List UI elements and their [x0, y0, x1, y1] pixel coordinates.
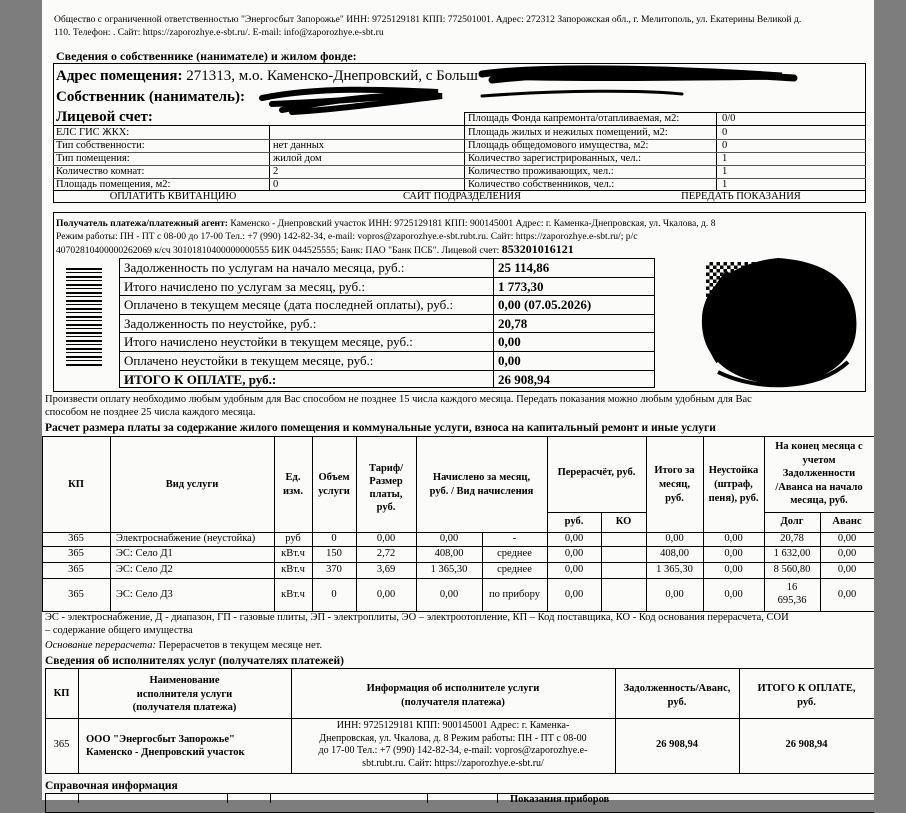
- calc-cell-unit: кВт.ч: [281, 564, 305, 575]
- calc-col-divider: [703, 436, 704, 612]
- owner-divider: [53, 125, 866, 126]
- calc-cell-service: ЭС: Село Д3: [116, 589, 173, 600]
- calc-cell-type: среднее: [497, 548, 532, 559]
- calc-cell-total: 0,00: [665, 533, 684, 544]
- calc-subheader-divider: [764, 512, 874, 513]
- summary-label: ИТОГО К ОПЛАТЕ, руб.:: [124, 371, 277, 387]
- calc-col-divider: [547, 436, 548, 612]
- owner-field-value: нет данных: [273, 140, 325, 151]
- calc-header-advance: Аванс: [832, 516, 862, 527]
- calc-header-recalc-rub: руб.: [564, 516, 584, 527]
- payee-line3-text: 40702810400000262069 к/сч 30101810400000000555 БИК 044525555; Банк: ПАО "Банк ПСБ". Лицевой счет:: [56, 245, 500, 256]
- address-value: 271313, м.о. Каменско-Днепровский, с Больш: [186, 68, 478, 84]
- redaction-scribble: [688, 252, 864, 392]
- calc-cell-recalc: 0,00: [564, 589, 584, 600]
- notice-line2: способом не позднее 25 числа каждого месяца.: [45, 407, 256, 418]
- owner-row-divider: [53, 165, 866, 166]
- calc-row-divider: [42, 562, 874, 563]
- owner-row-divider: [53, 139, 866, 140]
- calc-cell-penalty: 0,00: [724, 564, 743, 575]
- calc-table: [42, 436, 874, 612]
- summary-value: 1 773,30: [498, 278, 544, 294]
- calc-cell-penalty: 0,00: [724, 533, 743, 544]
- account-label: Лицевой счет:: [56, 109, 153, 125]
- calc-cell-type: среднее: [497, 564, 532, 575]
- owner-field-label: Тип собственности:: [56, 140, 145, 151]
- calc-header-volume: Объем услуги: [318, 472, 350, 497]
- owner-field-label: Количество зарегистрированных, чел.:: [468, 153, 642, 164]
- calc-cell-kp: 365: [68, 548, 84, 559]
- notice-line1: Произвести оплату необходимо любым удобным для Вас способом не позднее 15 числа каждого месяца. Передать показания можно любым удобным для Вас: [45, 394, 752, 405]
- owner-field-label: Тип помещения:: [56, 153, 130, 164]
- calc-cell-service: ЭС: Село Д2: [116, 564, 173, 575]
- calc-cell-kp: 365: [68, 564, 84, 575]
- calc-header-debt: Долг: [780, 516, 804, 527]
- calc-cell-kp: 365: [68, 589, 84, 600]
- owner-field-value: 0: [722, 127, 728, 138]
- executors-title: Сведения об исполнителях услуг (получателях платежей): [45, 655, 344, 667]
- calc-header-recalc: Перерасчёт, руб.: [557, 467, 636, 478]
- calc-cell-total: 408,00: [660, 548, 689, 559]
- calc-header-penalty: Неустойка (штраф, пеня), руб.: [708, 465, 759, 504]
- calc-col-divider: [274, 436, 275, 612]
- summary-row-divider: [119, 370, 655, 371]
- payee-line3: [56, 244, 574, 256]
- calc-header-unit: Ед. изм.: [283, 472, 303, 497]
- calc-cell-advance: 0,00: [837, 548, 857, 559]
- address-label: Адрес помещения:: [56, 68, 183, 84]
- summary-value: 0,00 (07.05.2026): [498, 297, 592, 313]
- executor-info: ИНН: 9725129181 КПП: 900145001 Адрес: г. Каменка- Днепровская, ул. Чкалова, д. 8 Режим работы: ПН - ПТ с 08-00 до 17-00 Тел.: +7 (990) 142-82-34, e-mail: vopros@zaporozhye.e- sbt.rubt.ru. Сайт: https://zaporozhye.e-sbt.ru/: [318, 720, 588, 769]
- calc-cell-debt: 1 632,00: [773, 548, 811, 559]
- calc-cell-recalc: 0,00: [564, 533, 584, 544]
- calc-header-total: Итого за месяц, руб.: [654, 465, 695, 504]
- executors-header-debt: Задолженность/Аванс, руб.: [623, 683, 731, 708]
- calc-cell-type: -: [512, 533, 517, 544]
- owner-field-label: Количество собственников, чел.:: [468, 179, 615, 190]
- summary-label: Оплачено неустойки в текущем месяце, руб.:: [124, 353, 374, 368]
- calc-row-divider: [42, 578, 874, 579]
- pay-receipt-button[interactable]: ОПЛАТИТЬ КВИТАНЦИЮ: [109, 191, 237, 202]
- owner-section-title: Сведения о собственнике (нанимателе) и жилом фонде:: [56, 49, 357, 63]
- executor-kp: 365: [53, 739, 70, 750]
- calc-cell-tariff: 2,72: [376, 548, 396, 559]
- calc-header-tariff: Тариф/ Размер платы, руб.: [368, 463, 404, 513]
- calc-col-divider: [312, 436, 313, 612]
- calc-col-divider: [646, 436, 647, 612]
- owner-field-value: 0/0: [722, 113, 736, 124]
- summary-row-divider: [119, 277, 655, 278]
- calc-col-divider: [356, 436, 357, 612]
- calc-cell-advance: 0,00: [837, 564, 857, 575]
- owner-field-label: Количество комнат:: [56, 166, 145, 177]
- calc-cell-type: по прибору: [489, 589, 540, 600]
- calc-header-recalc-ko: КО: [615, 516, 632, 527]
- summary-value: 25 114,86: [498, 260, 550, 275]
- calc-cell-unit: кВт.ч: [281, 589, 305, 600]
- summary-label: Итого начислено неустойки в текущем месяце, руб.:: [124, 334, 413, 350]
- executor-debt: 26 908,94: [656, 739, 698, 750]
- summary-row-divider: [119, 295, 655, 296]
- summary-row-divider: [119, 351, 655, 352]
- legend-line1: ЭС - электроснабжение, Д - диапазон, ГП - газовые плиты, ЭП - электроплиты, ЭО – электроотопление, КП – Код поставщика, КО - Код основания перерасчета, СОИ: [45, 612, 789, 623]
- summary-value: 26 908,94: [498, 371, 550, 387]
- calc-header-service: Вид услуги: [165, 479, 219, 490]
- calc-cell-advance: 0,00: [837, 589, 857, 600]
- reference-col-divider: [78, 793, 79, 803]
- reference-title: Справочная информация: [45, 780, 178, 792]
- reference-col-divider: [427, 793, 428, 803]
- calc-cell-service: Электроснабжение (неустойка): [116, 533, 256, 544]
- summary-value: 20,78: [498, 315, 528, 331]
- summary-label: Оплачено в текущем месяце (дата последней оплаты), руб.:: [124, 297, 454, 313]
- summary-value: 0,00: [498, 353, 521, 368]
- calc-cell-tariff: 0,00: [376, 533, 396, 544]
- reference-col-divider: [270, 793, 271, 803]
- calc-cell-accrued: 0,00: [439, 533, 459, 544]
- payee-line1: [56, 218, 716, 229]
- calc-header-kp: КП: [68, 479, 84, 490]
- summary-label: Итого начислено по услугам за месяц, руб.:: [124, 278, 365, 294]
- recalc-basis-label: Основание перерасчета:: [45, 640, 157, 651]
- owner-field-label: Количество проживающих, чел.:: [468, 166, 614, 177]
- barcode-image: [66, 268, 102, 368]
- calc-title: Расчет размера платы за содержание жилого помещения и коммунальные услуги, взноса на капитальный ремонт и иные услуги: [45, 422, 716, 434]
- calc-cell-total: 1 365,30: [656, 564, 693, 575]
- calc-cell-tariff: 3,69: [376, 564, 396, 575]
- calc-cell-volume: 0: [331, 589, 337, 600]
- receipt-page: [42, 0, 874, 805]
- summary-row-divider: [119, 332, 655, 333]
- owner-field-value: 1: [722, 166, 728, 177]
- company-header-line2: 110. Телефон: . Сайт: https://zaporozhye.e-sbt.ru/. E-mail: info@zaporozhye.e-sbt.ru: [54, 27, 384, 38]
- calc-cell-debt: 8 560,80: [773, 564, 811, 575]
- legend-line2: – содержание общего имущества: [45, 625, 193, 636]
- calc-cell-accrued: 408,00: [434, 548, 464, 559]
- reference-col-divider: [227, 793, 228, 803]
- calc-cell-debt: 695,36: [777, 595, 807, 606]
- division-site-button[interactable]: САЙТ ПОДРАЗДЕЛЕНИЯ: [402, 191, 522, 202]
- reference-col-divider: [497, 793, 498, 803]
- calc-cell-kp: 365: [68, 533, 84, 544]
- payee-account-number: 853201016121: [501, 242, 574, 256]
- owner-field-label: ЕЛС ГИС ЖКХ:: [56, 127, 130, 138]
- calc-header-end: На конец месяца с учетом Задолженности /Аванса на начало месяца, руб.: [775, 441, 863, 506]
- calc-cell-penalty: 0,00: [724, 548, 743, 559]
- executors-header-name: Наименование исполнителя услуги (получателя платежа): [132, 675, 237, 713]
- owner-field-label: Площадь жилых и нежилых помещений, м2:: [468, 127, 668, 138]
- owner-field-value: 0: [273, 179, 279, 190]
- calc-cell-service: ЭС: Село Д1: [116, 548, 173, 559]
- calc-cell-volume: 370: [326, 564, 342, 575]
- reference-table: [45, 793, 874, 813]
- summary-label: Задолженность по неустойке, руб.:: [124, 315, 317, 331]
- calc-cell-tariff: 0,00: [376, 589, 396, 600]
- calc-cell-recalc: 0,00: [564, 548, 584, 559]
- owner-row-divider: [53, 178, 866, 179]
- executors-divider: [45, 718, 874, 719]
- calc-cell-total: 0,00: [665, 589, 684, 600]
- payee-label: Получатель платежа/платежный агент:: [56, 218, 228, 229]
- owner-field-value: 2: [273, 166, 279, 177]
- owner-field-value: 1: [722, 179, 728, 190]
- summary-label: Задолженность по услугам на начало месяца, руб.:: [124, 260, 405, 275]
- calc-col-divider: [416, 436, 417, 612]
- submit-readings-button[interactable]: ПЕРЕДАТЬ ПОКАЗАНИЯ: [681, 191, 801, 202]
- owner-row-divider: [53, 152, 866, 153]
- calc-cell-debt: 20,78: [780, 533, 804, 544]
- owner-field-value: жилой дом: [273, 153, 322, 164]
- calc-row-divider: [42, 546, 874, 547]
- recalc-basis-value: Перерасчетов в текущем месяце нет.: [158, 640, 323, 651]
- recalc-basis: [45, 640, 322, 652]
- calc-cell-recalc: 0,00: [564, 564, 584, 575]
- executor-name: ООО "Энергосбыт Запорожье" Каменско - Днепровский участок: [86, 734, 245, 758]
- calc-cell-debt: 16: [786, 582, 798, 593]
- calc-subheader-divider: [547, 512, 646, 513]
- owner-field-label: Площадь общедомового имущества, м2:: [468, 140, 649, 151]
- executor-total: 26 908,94: [785, 739, 828, 750]
- owner-field-value: 1: [722, 153, 728, 164]
- calc-cell-accrued: 1 365,30: [430, 564, 468, 575]
- summary-row-divider: [119, 314, 655, 315]
- payee-line1-text: Каменско - Днепровский участок ИНН: 9725129181 КПП: 900145001 Адрес: г. Каменка-Днепровская, ул. Чкалова, д. 8: [230, 218, 716, 229]
- calc-header-accrued: Начислено за месяц, руб. / Вид начисления: [429, 472, 534, 497]
- owner-field-label: Площадь Фонда капремонта/отапливаемая, м2:: [468, 113, 680, 124]
- owner-col-divider: [269, 125, 270, 190]
- owner-label: Собственник (наниматель):: [56, 89, 245, 105]
- reference-partial-header: Показания приборов: [510, 794, 610, 805]
- executors-header-kp: КП: [53, 688, 70, 699]
- calc-cell-unit: руб: [285, 533, 301, 544]
- payee-line2: Режим работы: ПН - ПТ с 08-00 до 17-00 Тел.: +7 (990) 142-82-34, e-mail: vopros@zaporozhye.e-sbt.rubt.ru. Сайт: https://zaporozhye.e-sbt.ru/; р/с: [56, 231, 638, 242]
- owner-field-label: Площадь помещения, м2:: [56, 179, 171, 190]
- calc-cell-volume: 0: [331, 533, 337, 544]
- calc-cell-unit: кВт.ч: [281, 548, 305, 559]
- executors-header-total: ИТОГО К ОПЛАТЕ, руб.: [757, 683, 856, 708]
- calc-cell-accrued: 0,00: [439, 589, 459, 600]
- company-header-line1: Общество с ограниченной ответственностью "Энергосбыт Запорожье" ИНН: 9725129181 КПП: 772501001. Адрес: 272312 Запорожская обл., г. Мелитополь, ул. Екатерины Великой д.: [54, 14, 802, 25]
- calc-cell-penalty: 0,00: [724, 589, 743, 600]
- calc-col-divider: [110, 436, 111, 612]
- calc-cell-volume: 150: [326, 548, 342, 559]
- summary-value: 0,00: [498, 334, 521, 350]
- executors-header-info: Информация об исполнителе услуги (получателя платежа): [366, 683, 540, 708]
- calc-cell-advance: 0,00: [837, 533, 857, 544]
- owner-field-value: 0: [722, 140, 728, 151]
